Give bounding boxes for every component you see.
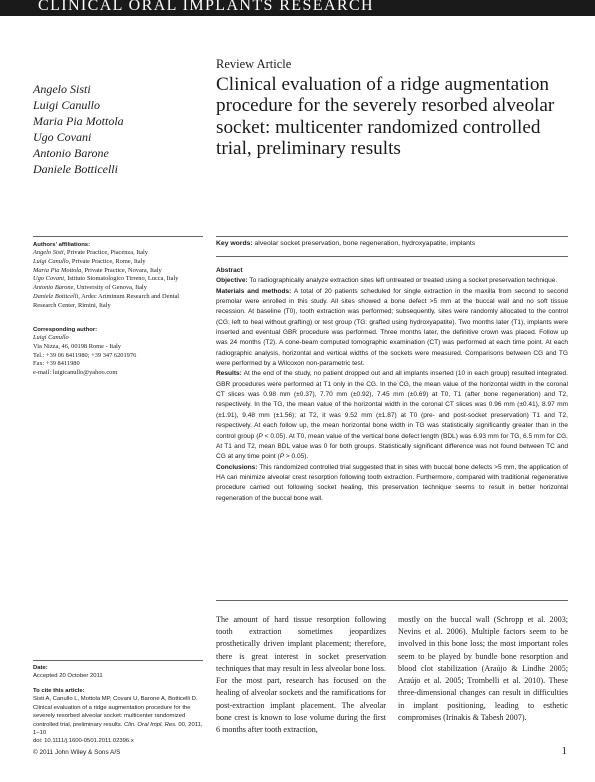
abstract-heading: Abstract <box>216 267 243 274</box>
abstract-objective: Objective: To radiographically analyze extraction sites left untreated or treated using a socket preservation technique. <box>216 277 558 285</box>
author-list <box>33 81 124 177</box>
abstract-conclusions: Conclusions: This randomized controlled trial suggested that in sites with buccal bone defects >5 mm, the application of HA can minimize alveolar crest resorption following tooth extraction. Furthermore, compared with traditional regenerative procedure carried out following socket healing, this preservation technique seems to result in better horizontal regeneration of the buccal bone wall. <box>216 463 568 502</box>
citation-doi: doi: 10.1111/j.1600-0501.2011.02396.x <box>33 738 134 745</box>
affiliation-line: Maria Pia Mottola, Private Practice, Novara, Italy <box>33 266 162 274</box>
author: Daniele Botticelli <box>33 162 118 177</box>
accepted-date: Accepted 20 October 2011 <box>33 673 103 680</box>
sidebar-top-rule <box>33 236 203 237</box>
corresponding-address: Via Nizza, 46, 00198 Rome - Italy <box>33 343 121 351</box>
journal-header-bar <box>0 0 595 16</box>
author: Luigi Canullo <box>33 98 101 113</box>
abstract <box>216 266 568 504</box>
abstract-top-rule <box>216 256 568 257</box>
abstract-results: Results: At the end of the study, no patient dropped out and all implants inserted (10 in each group) resulted integrated. GBR procedures were performed at T1 only in the CG. In the CG, the mean value of the horizontal width in the coronal CT slices was 0.98 mm (±0.37), 7.70 mm (±0.92), 7.45 mm (±0.69) at T0, T1 (after bone regeneration) and T2, respectively. In the TG, the mean value of the horizontal width in the coronal CT slices was 0.96 mm (±0.41), 8.97 mm (±1.91), 9.48 mm (±1.56); at T2, it was 9.52 mm (±1.87) at T0 (pre- and post-socket preservation) T1 and T2, respectively. At each follow up, the mean horizontal bone width in TG was statistically significantly greater than in the control group (P < 0.05). At T0, mean value of the vertical bone defect length (BDL) was 6.93 mm for TG, 6.5 mm for CG. At T1 and T2, mean BDL value was 0 for both groups. Statistically significant difference was not found between TC and CG at any time point (P > 0.05). <box>216 370 569 461</box>
author: Antonio Barone <box>33 146 109 161</box>
citation-block <box>33 687 203 746</box>
keywords-label: Key words: <box>216 240 253 247</box>
dates-block <box>33 664 203 681</box>
keywords <box>216 240 566 247</box>
sidebar-dates-rule <box>33 660 203 661</box>
dates-heading: Date: <box>33 665 48 671</box>
body-column-right: mostly on the buccal wall (Schropp et al. 2003; Nevins et al. 2006). Multiple factors seem to be involved in this bone loss; the most important roles seem to be played by bundle bone resorption and blood clot stabilization (Araújo & Lindhe 2005; Araújo et al. 2005; Trombelli et al. 2010). These three-dimensional changes can result in difficulties in implant positioning, leading to esthetic compromises (Irinakis & Tabesh 2007). <box>398 615 568 722</box>
affiliation-line: Luigi Canullo, Private Practice, Rome, Italy <box>33 258 146 266</box>
affiliation-line: Ugo Covani, Istituto Stomatologico Tirreno, Lucca, Italy <box>33 275 179 283</box>
affiliations <box>33 241 203 310</box>
author: Maria Pia Mottola <box>33 114 124 129</box>
copyright: © 2011 John Wiley & Sons A/S <box>33 749 121 756</box>
corresponding-name: Luigi Canullo <box>33 334 69 342</box>
article-type: Review Article <box>216 57 292 71</box>
corresponding-email[interactable]: e-mail: luigicanullo@yahoo.com <box>33 369 118 377</box>
body-column-left: The amount of hard tissue resorption following tooth extraction sometimes jeopardizes prosthetically driven implant placement; therefore, there is great interest in socket preservation techniques that may result in less alveolar bone loss. For the most part, research has focused on the healing of alveolar sockets and the ramifications for post-extraction implant placement. The alveolar bone crest is known to lose volume during the first 6 months after tooth extraction, <box>216 615 386 734</box>
page-number: 1 <box>561 745 567 757</box>
affiliation-line: Antonio Barone, University of Genova, Italy <box>33 284 147 292</box>
citation-heading: To cite this article: <box>33 688 85 694</box>
corresponding-tel: Tel.: +39 06 8411980; +39 347 6201976 <box>33 351 137 359</box>
citation-text: Sisti A, Canullo L, Mottola MP, Covani U, Barone A, Botticelli D. Clinical evaluation of a ridge augmentation procedure for the severely resorbed alveolar socket: multicenter randomized controlled trial, preliminary results. Clin. Oral Impl. Res. 00, 2011, 1–10 doi: 10.1111/j.1600-0501.2011.02396.x <box>33 696 203 745</box>
corresponding-author <box>33 326 203 378</box>
author: Angelo Sisti <box>33 82 91 96</box>
corresponding-heading: Corresponding author: <box>33 327 98 333</box>
affiliations-heading: Authors' affiliations: <box>33 242 91 248</box>
abstract-methods: Materials and methods: A total of 20 patients scheduled for single extraction in the maxilla from second to second premolar were enrolled in this study. All sites showed a bone defect >5 mm at the buccal wall and no soft tissue recession. At baseline (T0), tooth extraction was performed; subsequently, sites were randomly allocated to the control (CG: left to heal without grafting) or test group (TG: grafted using hydroxyapatite). Two months later (T1), implants were inserted and eventual GBR procedure was performed. Three months later, the definitive crown was placed. Follow up was 24 months (T2). A cone-beam computed tomographic examination (CT) was performed at each time point. At each radiographic analysis, horizontal and vertical widths of the sockets were measured. Comparisons between CG and TG were performed by a Wilcoxon non-parametric test. <box>216 287 568 368</box>
author: Ugo Covani <box>33 130 92 145</box>
citation-journal: Clin. Oral Impl. Res. <box>124 721 177 728</box>
abstract-bottom-rule <box>216 600 568 601</box>
journal-name: CLINICAL ORAL IMPLANTS RESEARCH <box>38 0 375 14</box>
keywords-text: alveolar socket preservation, bone regeneration, hydroxyapatite, implants <box>254 240 476 247</box>
article-title: Clinical evaluation of a ridge augmentation procedure for the severely resorbed alveolar socket: multicenter randomized controlled trial, preliminary results <box>216 74 555 159</box>
corresponding-fax: Fax: +39 8411980 <box>33 360 80 368</box>
affiliation-line: Daniele Botticelli, Ardec Ariminum Research and Dental Research Center, Rimini, Italy <box>33 292 180 309</box>
affiliation-line: Angelo Sisti, Private Practice, Piacenza, Italy <box>33 249 149 257</box>
main-top-rule <box>216 236 568 237</box>
